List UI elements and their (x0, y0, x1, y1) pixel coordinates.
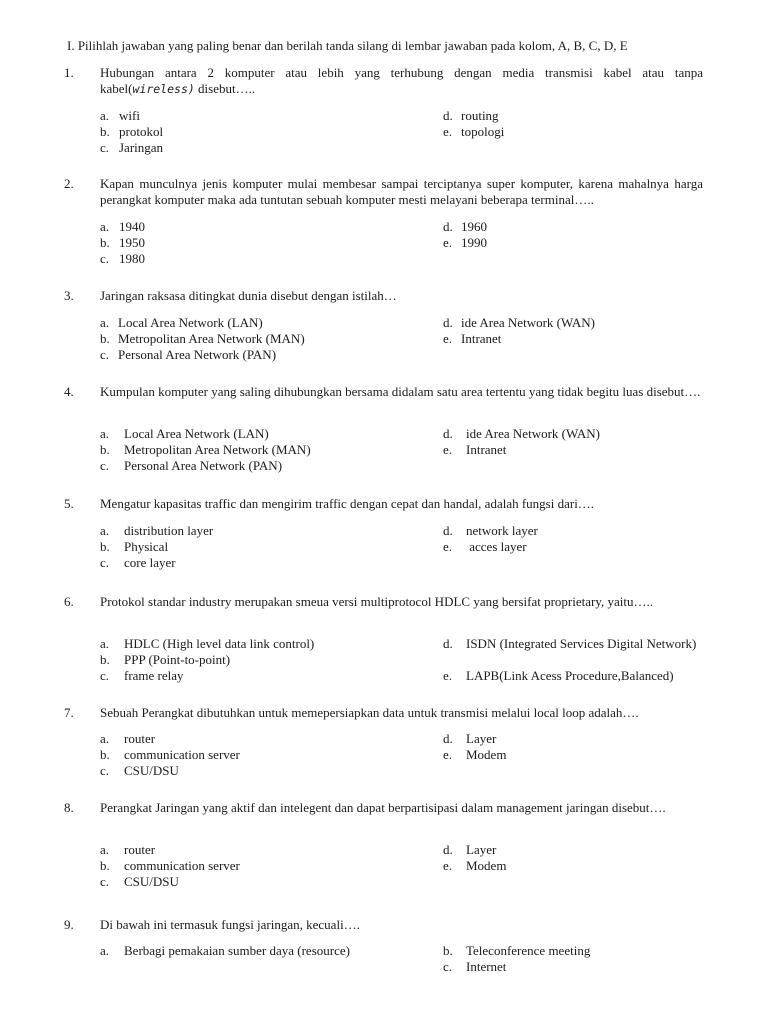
option-d: d. network layer (443, 523, 538, 538)
question-number: 3. (64, 288, 74, 303)
option-b: b. Teleconference meeting (443, 943, 591, 958)
option-e: e. 1990 (443, 235, 487, 250)
option-a: a. router (100, 731, 156, 746)
option-b: b. PPP (Point-to-point) (100, 652, 231, 667)
question-number: 7. (64, 705, 74, 720)
option-e: e. LAPB(Link Acess Procedure,Balanced) (443, 668, 674, 683)
option-a: a. 1940 (100, 219, 145, 234)
option-a: a. Local Area Network (LAN) (100, 426, 269, 441)
question-number: 5. (64, 496, 74, 511)
option-c: c. core layer (100, 555, 176, 570)
option-b: b. Metropolitan Area Network (MAN) (100, 331, 305, 346)
question-text: Mengatur kapasitas traffic dan mengirim traffic dengan cepat dan handal, adalah fungsi dari…. (100, 496, 595, 511)
option-b: b. protokol (100, 124, 164, 139)
option-b: b. communication server (100, 747, 240, 762)
option-e: e. Modem (443, 747, 507, 762)
option-c: c. frame relay (100, 668, 184, 683)
option-c: c. 1980 (100, 251, 145, 266)
question-number: 9. (64, 917, 74, 932)
option-e: e. topologi (443, 124, 505, 139)
option-c: c. Internet (443, 959, 507, 974)
option-e: e. Intranet (443, 442, 507, 457)
option-a: a. router (100, 842, 156, 857)
option-a: a. Berbagi pemakaian sumber daya (resource) (100, 943, 350, 958)
question-number: 4. (64, 384, 74, 399)
question-number: 1. (64, 65, 74, 80)
instruction-text: I. Pilihlah jawaban yang paling benar dan berilah tanda silang di lembar jawaban pada kolom, A, B, C, D, E (67, 38, 628, 53)
question-number: 8. (64, 800, 74, 815)
question-text: Kapan munculnya jenis komputer mulai membesar sampai terciptanya super komputer, karena mahalnya harga perangkat komputer maka ada tuntutan sebuah komputer mesti melayani beberapa terminal….. (100, 176, 703, 207)
option-e: e. Modem (443, 858, 507, 873)
option-a: a. distribution layer (100, 523, 214, 538)
question-text: Kumpulan komputer yang saling dihubungkan bersama didalam satu area tertentu yang tidak begitu luas disebut…. (100, 384, 701, 399)
question-text: Perangkat Jaringan yang aktif dan intelegent dan dapat berpartisipasi dalam management jaringan disebut…. (100, 800, 666, 815)
option-d: d. Layer (443, 731, 497, 746)
question-text: Jaringan raksasa ditingkat dunia disebut dengan istilah… (100, 288, 397, 303)
option-b: b. Physical (100, 539, 169, 554)
option-a: a. HDLC (High level data link control) (100, 636, 315, 651)
option-d: d. 1960 (443, 219, 487, 234)
option-a: a. Local Area Network (LAN) (100, 315, 263, 330)
option-d: d. routing (443, 108, 499, 123)
option-e: e. Intranet (443, 331, 502, 346)
option-c: c. CSU/DSU (100, 874, 179, 889)
question-number: 2. (64, 176, 74, 191)
question-text: Sebuah Perangkat dibutuhkan untuk memepersiapkan data untuk transmisi melalui local loop adalah…. (100, 705, 639, 720)
option-d: d. Layer (443, 842, 497, 857)
option-d: d. ISDN (Integrated Services Digital Network) (443, 636, 697, 651)
option-b: b. Metropolitan Area Network (MAN) (100, 442, 311, 457)
option-d: d. ide Area Network (WAN) (443, 426, 600, 441)
option-d: d. ide Area Network (WAN) (443, 315, 595, 330)
option-c: c. Personal Area Network (PAN) (100, 347, 277, 362)
option-c: c. Jaringan (100, 140, 164, 155)
option-b: b. 1950 (100, 235, 145, 250)
option-e: e. acces layer (443, 539, 527, 554)
question-number: 6. (64, 594, 74, 609)
question-text: Protokol standar industry merupakan smeua versi multiprotocol HDLC yang bersifat proprietary, yaitu….. (100, 594, 653, 609)
option-c: c. Personal Area Network (PAN) (100, 458, 283, 473)
question-text: Hubungan antara 2 komputer atau lebih yang terhubung dengan media transmisi kabel atau tanpa kabel(wireless) disebut….. (100, 65, 703, 96)
option-c: c. CSU/DSU (100, 763, 179, 778)
option-a: a. wifi (100, 108, 140, 123)
option-b: b. communication server (100, 858, 240, 873)
question-text: Di bawah ini termasuk fungsi jaringan, kecuali…. (100, 917, 360, 932)
